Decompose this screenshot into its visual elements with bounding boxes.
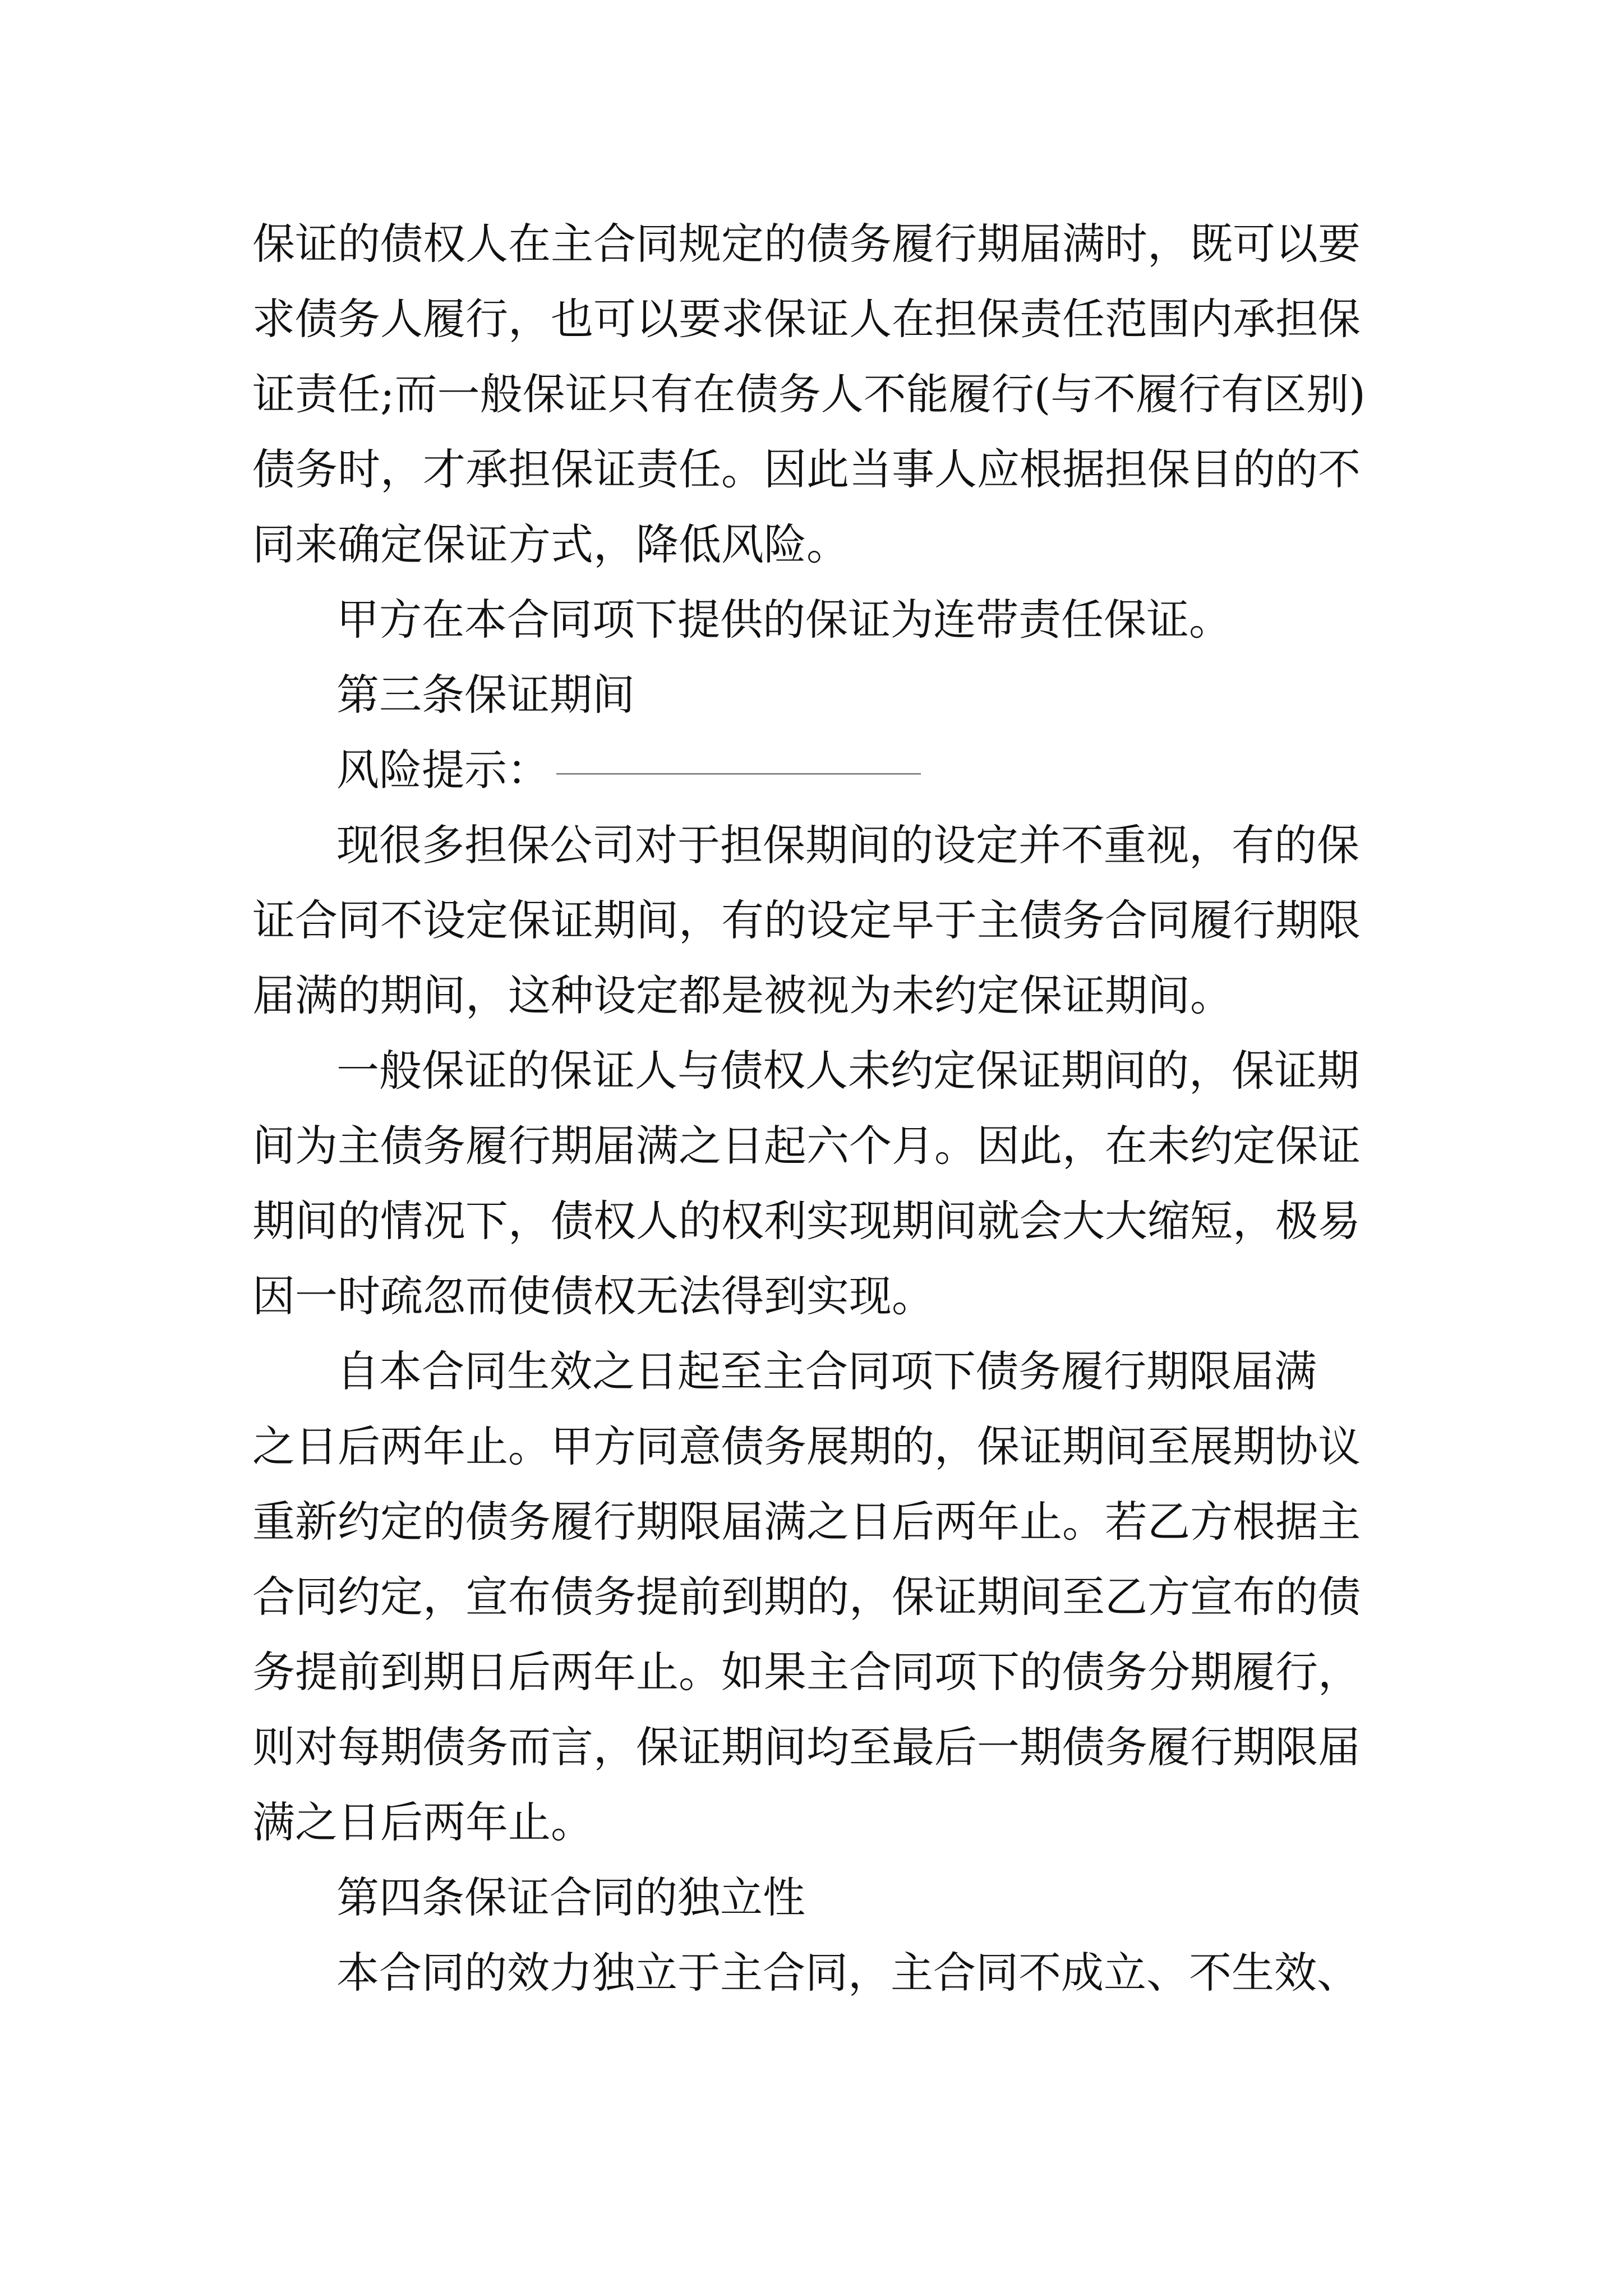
text-line: 之日后两年止。甲方同意债务展期的，保证期间至展期协议 [252, 1421, 1361, 1471]
text-line: 因一时疏忽而使债权无法得到实现。 [252, 1271, 934, 1321]
risk-tip-row [336, 733, 1514, 808]
text-line: 保证的债权人在主合同规定的债务履行期届满时，既可以要 [252, 219, 1361, 269]
text-line: 现很多担保公司对于担保期间的设定并不重视，有的保 [336, 820, 1359, 870]
text-line: 期间的情况下，债权人的权利实现期间就会大大缩短，极易 [252, 1196, 1361, 1246]
text-line: 则对每期债务而言，保证期间均至最后一期债务履行期限届 [252, 1722, 1361, 1772]
text-line: 甲方在本合同项下提供的保证为连带责任保证。 [336, 595, 1232, 645]
text-line: 债务时，才承担保证责任。因此当事人应根据担保目的的不 [252, 444, 1361, 494]
section-heading: 第三条保证期间 [336, 670, 635, 720]
text-line: 本合同的效力独立于主合同，主合同不成立、不生效、 [336, 1948, 1359, 1998]
section-heading: 第四条保证合同的独立性 [336, 1872, 805, 1922]
text-line: 证合同不设定保证期间，有的设定早于主债务合同履行期限 [252, 895, 1361, 945]
text-line: 满之日后两年止。 [252, 1797, 593, 1847]
text-line: 自本合同生效之日起至主合同项下债务履行期限届满 [336, 1346, 1317, 1396]
text-line: 求债务人履行，也可以要求保证人在担保责任范围内承担保 [252, 294, 1361, 344]
risk-tip-label: 风险提示： [336, 745, 550, 795]
text-line: 证责任;而一般保证只有在债务人不能履行(与不履行有区别) [252, 369, 1366, 419]
text-line: 务提前到期日后两年止。如果主合同项下的债务分期履行， [252, 1647, 1361, 1697]
text-line: 间为主债务履行期届满之日起六个月。因此，在未约定保证 [252, 1121, 1361, 1171]
text-line: 重新约定的债务履行期限届满之日后两年止。若乙方根据主 [252, 1497, 1361, 1547]
text-line: 届满的期间，这种设定都是被视为未约定保证期间。 [252, 970, 1233, 1020]
text-line: 同来确定保证方式，降低风险。 [252, 519, 849, 569]
text-line: 一般保证的保证人与债权人未约定保证期间的，保证期 [336, 1046, 1359, 1096]
text-line: 合同约定，宣布债务提前到期的，保证期间至乙方宣布的债 [252, 1572, 1361, 1622]
fill-in-blank [556, 771, 921, 775]
